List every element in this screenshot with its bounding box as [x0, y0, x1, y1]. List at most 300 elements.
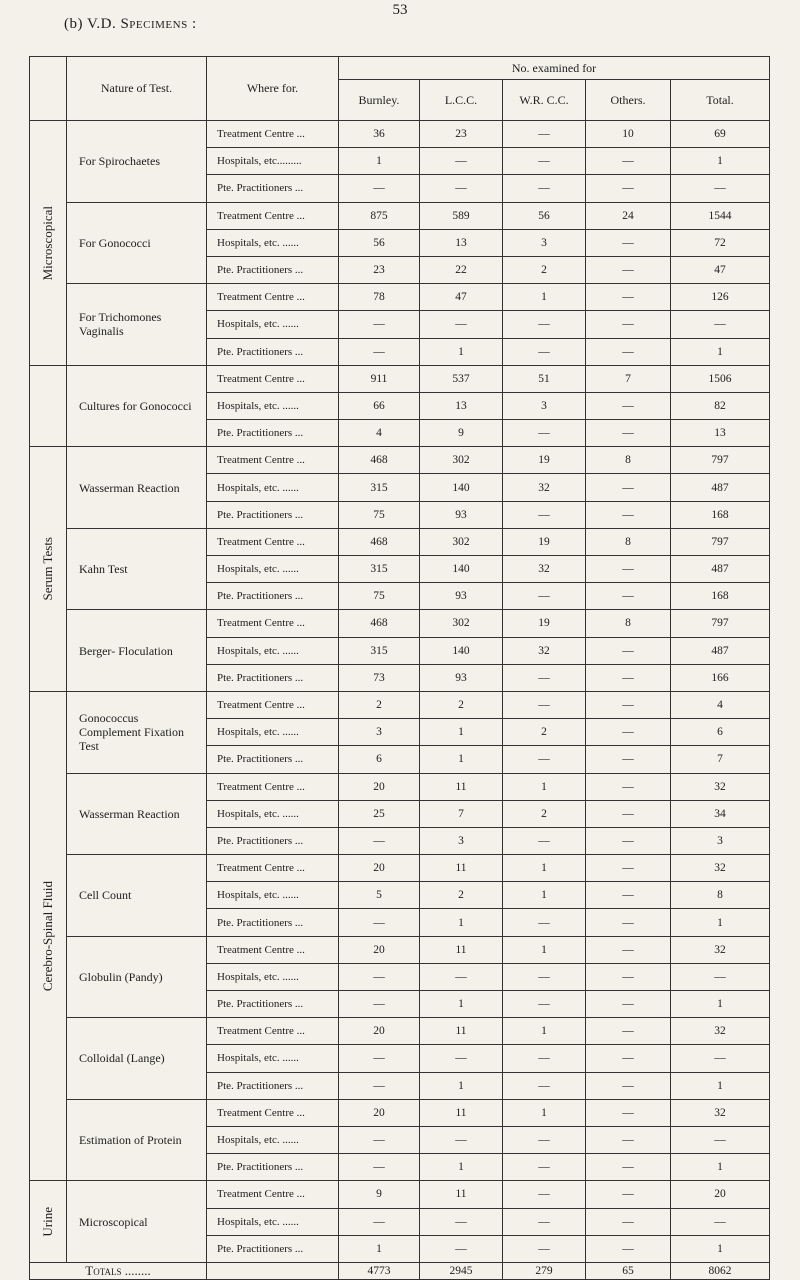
count-cell: 797 [671, 447, 770, 474]
test-name: Kahn Test [67, 528, 207, 610]
where-for: Hospitals, etc......... [207, 148, 339, 175]
count-cell: — [586, 719, 671, 746]
count-cell: 32 [503, 637, 586, 664]
count-cell: — [586, 175, 671, 202]
table-row [30, 365, 770, 392]
test-name: Microscopical [67, 1181, 207, 1263]
count-cell: 1 [420, 1154, 503, 1181]
count-cell: 302 [420, 447, 503, 474]
header-blank [30, 57, 67, 121]
totals-value: 4773 [339, 1262, 420, 1279]
table-row [30, 1018, 770, 1045]
count-cell: 911 [339, 365, 420, 392]
count-cell: 11 [420, 773, 503, 800]
where-for: Treatment Centre ... [207, 936, 339, 963]
where-for: Hospitals, etc. ...... [207, 229, 339, 256]
table-row [30, 1099, 770, 1126]
where-for: Hospitals, etc. ...... [207, 1126, 339, 1153]
count-cell: 25 [339, 800, 420, 827]
count-cell: — [586, 882, 671, 909]
count-cell: 19 [503, 610, 586, 637]
count-cell: — [503, 501, 586, 528]
count-cell: 9 [420, 420, 503, 447]
count-cell: — [586, 229, 671, 256]
count-cell: 32 [671, 936, 770, 963]
count-cell: 1 [671, 1072, 770, 1099]
count-cell: 3 [503, 229, 586, 256]
count-cell: 1 [671, 991, 770, 1018]
count-cell: 32 [671, 773, 770, 800]
count-cell: — [586, 991, 671, 1018]
header-lcc: L.C.C. [420, 80, 503, 121]
where-for: Treatment Centre ... [207, 610, 339, 637]
where-for: Treatment Centre ... [207, 1099, 339, 1126]
count-cell: 13 [420, 229, 503, 256]
where-for: Treatment Centre ... [207, 284, 339, 311]
where-for: Pte. Practitioners ... [207, 991, 339, 1018]
count-cell: — [671, 175, 770, 202]
where-for: Pte. Practitioners ... [207, 1154, 339, 1181]
count-cell: 1 [420, 719, 503, 746]
where-for: Pte. Practitioners ... [207, 1235, 339, 1262]
count-cell: — [503, 1154, 586, 1181]
where-for: Treatment Centre ... [207, 365, 339, 392]
test-name: For Gonococci [67, 202, 207, 284]
count-cell: — [586, 1235, 671, 1262]
heading-prefix: (b) V.D. [64, 16, 117, 32]
count-cell: — [339, 338, 420, 365]
count-cell: 20 [339, 773, 420, 800]
count-cell: 468 [339, 447, 420, 474]
count-cell: — [586, 1099, 671, 1126]
count-cell: — [339, 1126, 420, 1153]
count-cell: 23 [339, 256, 420, 283]
heading-title: Specimens : [120, 16, 197, 32]
count-cell: 140 [420, 637, 503, 664]
where-for: Hospitals, etc. ...... [207, 556, 339, 583]
count-cell: 315 [339, 637, 420, 664]
count-cell: — [503, 963, 586, 990]
category-label: Microscopical [40, 205, 55, 281]
count-cell: 11 [420, 1099, 503, 1126]
count-cell: 75 [339, 501, 420, 528]
count-cell: — [420, 148, 503, 175]
table-row [30, 773, 770, 800]
table-row [30, 855, 770, 882]
count-cell: 4 [671, 691, 770, 718]
where-for: Hospitals, etc. ...... [207, 882, 339, 909]
header-burnley: Burnley. [339, 80, 420, 121]
where-for: Treatment Centre ... [207, 1018, 339, 1045]
table-row [30, 1181, 770, 1208]
count-cell: 20 [339, 1099, 420, 1126]
count-cell: 11 [420, 936, 503, 963]
count-cell: 75 [339, 583, 420, 610]
count-cell: 2 [503, 800, 586, 827]
count-cell: — [586, 1072, 671, 1099]
count-cell: 11 [420, 1181, 503, 1208]
count-cell: 302 [420, 528, 503, 555]
count-cell: 8 [586, 528, 671, 555]
count-cell: — [339, 963, 420, 990]
count-cell: 93 [420, 583, 503, 610]
count-cell: 8 [586, 447, 671, 474]
count-cell: — [339, 827, 420, 854]
count-cell: 1 [420, 991, 503, 1018]
test-name: Estimation of Protein [67, 1099, 207, 1181]
count-cell: 315 [339, 474, 420, 501]
count-cell: 22 [420, 256, 503, 283]
where-for: Pte. Practitioners ... [207, 827, 339, 854]
count-cell: — [586, 420, 671, 447]
count-cell: — [339, 991, 420, 1018]
count-cell: — [586, 664, 671, 691]
count-cell: 72 [671, 229, 770, 256]
count-cell: 166 [671, 664, 770, 691]
count-cell: 168 [671, 501, 770, 528]
where-for: Pte. Practitioners ... [207, 1072, 339, 1099]
count-cell: 7 [671, 746, 770, 773]
count-cell: 23 [420, 121, 503, 148]
count-cell: 51 [503, 365, 586, 392]
where-for: Pte. Practitioners ... [207, 256, 339, 283]
count-cell: 6 [671, 719, 770, 746]
count-cell: — [339, 1045, 420, 1072]
count-cell: — [586, 773, 671, 800]
count-cell: 32 [503, 556, 586, 583]
count-cell: — [503, 311, 586, 338]
count-cell: 140 [420, 474, 503, 501]
count-cell: — [586, 501, 671, 528]
count-cell: 6 [339, 746, 420, 773]
count-cell: — [586, 746, 671, 773]
count-cell: 1 [420, 338, 503, 365]
count-cell: 3 [503, 392, 586, 419]
table-row [30, 936, 770, 963]
count-cell: 797 [671, 528, 770, 555]
count-cell: — [586, 800, 671, 827]
count-cell: 11 [420, 855, 503, 882]
count-cell: 32 [503, 474, 586, 501]
totals-label: Totals ........ [30, 1262, 207, 1279]
test-name: For Trichomones Vaginalis [67, 284, 207, 366]
count-cell: 1 [671, 338, 770, 365]
where-for: Treatment Centre ... [207, 202, 339, 229]
table-row [30, 121, 770, 148]
where-for: Hospitals, etc. ...... [207, 392, 339, 419]
count-cell: 5 [339, 882, 420, 909]
where-for: Pte. Practitioners ... [207, 746, 339, 773]
count-cell: — [671, 311, 770, 338]
count-cell: 32 [671, 1018, 770, 1045]
count-cell: 1 [503, 773, 586, 800]
count-cell: — [503, 827, 586, 854]
count-cell: — [503, 175, 586, 202]
count-cell: — [503, 121, 586, 148]
table-row [30, 202, 770, 229]
count-cell: — [586, 148, 671, 175]
header-group: No. examined for [339, 57, 770, 80]
count-cell: 69 [671, 121, 770, 148]
count-cell: — [586, 474, 671, 501]
count-cell: 93 [420, 501, 503, 528]
count-cell: 73 [339, 664, 420, 691]
count-cell: 1 [503, 855, 586, 882]
where-for: Treatment Centre ... [207, 773, 339, 800]
count-cell: 302 [420, 610, 503, 637]
count-cell: — [420, 1208, 503, 1235]
table-row [30, 691, 770, 718]
count-cell: 1506 [671, 365, 770, 392]
count-cell: — [586, 338, 671, 365]
count-cell: — [586, 936, 671, 963]
where-for: Pte. Practitioners ... [207, 909, 339, 936]
where-for: Hospitals, etc. ...... [207, 963, 339, 990]
count-cell: — [671, 1045, 770, 1072]
where-for: Pte. Practitioners ... [207, 583, 339, 610]
count-cell: 1544 [671, 202, 770, 229]
count-cell: 56 [339, 229, 420, 256]
page-heading [64, 16, 197, 33]
count-cell: 47 [671, 256, 770, 283]
count-cell: — [586, 691, 671, 718]
count-cell: — [420, 1126, 503, 1153]
count-cell: — [503, 1126, 586, 1153]
count-cell: — [671, 1126, 770, 1153]
count-cell: — [586, 855, 671, 882]
count-cell: 1 [420, 909, 503, 936]
count-cell: — [420, 1235, 503, 1262]
where-for: Pte. Practitioners ... [207, 664, 339, 691]
count-cell: 20 [671, 1181, 770, 1208]
category-cell [30, 365, 67, 447]
count-cell: — [420, 175, 503, 202]
count-cell: — [503, 1235, 586, 1262]
count-cell: — [503, 338, 586, 365]
count-cell: — [503, 1072, 586, 1099]
count-cell: 537 [420, 365, 503, 392]
where-for: Pte. Practitioners ... [207, 338, 339, 365]
totals-blank [207, 1262, 339, 1279]
count-cell: 2 [420, 882, 503, 909]
test-name: Gonococcus Complement Fixation Test [67, 691, 207, 773]
category-cell [30, 447, 67, 692]
count-cell: 11 [420, 1018, 503, 1045]
count-cell: — [586, 637, 671, 664]
count-cell: — [586, 583, 671, 610]
table-row [30, 610, 770, 637]
count-cell: — [671, 1208, 770, 1235]
test-name: Berger- Floculation [67, 610, 207, 692]
header-wrcc: W.R. C.C. [503, 80, 586, 121]
test-name: Globulin (Pandy) [67, 936, 207, 1018]
count-cell: 3 [671, 827, 770, 854]
count-cell: 315 [339, 556, 420, 583]
count-cell: 1 [503, 882, 586, 909]
count-cell: 468 [339, 610, 420, 637]
count-cell: 4 [339, 420, 420, 447]
count-cell: 20 [339, 855, 420, 882]
table-body [30, 121, 770, 1263]
count-cell: 82 [671, 392, 770, 419]
count-cell: 126 [671, 284, 770, 311]
count-cell: — [503, 664, 586, 691]
count-cell: 36 [339, 121, 420, 148]
count-cell: 93 [420, 664, 503, 691]
totals-value: 65 [586, 1262, 671, 1279]
count-cell: 487 [671, 556, 770, 583]
count-cell: 1 [420, 1072, 503, 1099]
count-cell: — [503, 1181, 586, 1208]
count-cell: 2 [503, 256, 586, 283]
count-cell: 168 [671, 583, 770, 610]
count-cell: 32 [671, 855, 770, 882]
count-cell: — [586, 256, 671, 283]
count-cell: — [586, 284, 671, 311]
totals-value: 279 [503, 1262, 586, 1279]
count-cell: — [586, 392, 671, 419]
where-for: Hospitals, etc. ...... [207, 719, 339, 746]
count-cell: 1 [503, 1099, 586, 1126]
count-cell: 487 [671, 637, 770, 664]
count-cell: 78 [339, 284, 420, 311]
where-for: Treatment Centre ... [207, 447, 339, 474]
count-cell: 2 [420, 691, 503, 718]
where-for: Treatment Centre ... [207, 855, 339, 882]
count-cell: — [503, 148, 586, 175]
where-for: Treatment Centre ... [207, 528, 339, 555]
where-for: Pte. Practitioners ... [207, 175, 339, 202]
category-label: Serum Tests [40, 537, 55, 601]
count-cell: 589 [420, 202, 503, 229]
count-cell: — [420, 1045, 503, 1072]
count-cell: 10 [586, 121, 671, 148]
count-cell: 1 [671, 1235, 770, 1262]
where-for: Pte. Practitioners ... [207, 420, 339, 447]
count-cell: 9 [339, 1181, 420, 1208]
page-number: 53 [392, 2, 408, 18]
where-for: Pte. Practitioners ... [207, 501, 339, 528]
count-cell: — [420, 963, 503, 990]
count-cell: 13 [420, 392, 503, 419]
count-cell: 34 [671, 800, 770, 827]
count-cell: — [586, 1181, 671, 1208]
count-cell: 8 [586, 610, 671, 637]
count-cell: 13 [671, 420, 770, 447]
count-cell: — [586, 1018, 671, 1045]
where-for: Hospitals, etc. ...... [207, 1045, 339, 1072]
count-cell: — [586, 1208, 671, 1235]
count-cell: — [586, 1045, 671, 1072]
count-cell: 7 [586, 365, 671, 392]
category-cell [30, 1181, 67, 1263]
count-cell: — [586, 311, 671, 338]
count-cell: 468 [339, 528, 420, 555]
category-cell [30, 691, 67, 1180]
count-cell: — [503, 746, 586, 773]
count-cell: 1 [503, 936, 586, 963]
header-nature: Nature of Test. [67, 57, 207, 121]
count-cell: — [503, 1208, 586, 1235]
count-cell: — [339, 1072, 420, 1099]
count-cell: 1 [503, 284, 586, 311]
count-cell: 66 [339, 392, 420, 419]
count-cell: — [339, 311, 420, 338]
table-row [30, 528, 770, 555]
count-cell: 140 [420, 556, 503, 583]
where-for: Hospitals, etc. ...... [207, 800, 339, 827]
count-cell: 1 [503, 1018, 586, 1045]
test-name: Cultures for Gonococci [67, 365, 207, 447]
table-row [30, 284, 770, 311]
count-cell: 47 [420, 284, 503, 311]
table-row [30, 447, 770, 474]
count-cell: 1 [339, 148, 420, 175]
count-cell: 1 [671, 1154, 770, 1181]
count-cell: 7 [420, 800, 503, 827]
count-cell: 1 [671, 909, 770, 936]
count-cell: — [586, 556, 671, 583]
count-cell: 2 [503, 719, 586, 746]
where-for: Treatment Centre ... [207, 691, 339, 718]
count-cell: 2 [339, 691, 420, 718]
category-cell [30, 121, 67, 366]
count-cell: 19 [503, 447, 586, 474]
count-cell: 1 [420, 746, 503, 773]
header-where: Where for. [207, 57, 339, 121]
count-cell: 3 [420, 827, 503, 854]
where-for: Hospitals, etc. ...... [207, 637, 339, 664]
count-cell: — [671, 963, 770, 990]
count-cell: 32 [671, 1099, 770, 1126]
count-cell: 487 [671, 474, 770, 501]
header-total: Total. [671, 80, 770, 121]
count-cell: — [586, 909, 671, 936]
count-cell: — [339, 175, 420, 202]
count-cell: 20 [339, 1018, 420, 1045]
count-cell: 1 [339, 1235, 420, 1262]
count-cell: — [503, 583, 586, 610]
category-label: Urine [40, 1206, 55, 1237]
totals-value: 8062 [671, 1262, 770, 1279]
count-cell: 24 [586, 202, 671, 229]
where-for: Hospitals, etc. ...... [207, 474, 339, 501]
test-name: Colloidal (Lange) [67, 1018, 207, 1100]
count-cell: — [586, 1154, 671, 1181]
test-name: Cell Count [67, 855, 207, 937]
count-cell: — [420, 311, 503, 338]
count-cell: — [503, 991, 586, 1018]
count-cell: 8 [671, 882, 770, 909]
totals-row [30, 1262, 770, 1279]
count-cell: 1 [671, 148, 770, 175]
test-name: For Spirochaetes [67, 121, 207, 203]
count-cell: 56 [503, 202, 586, 229]
count-cell: 19 [503, 528, 586, 555]
specimens-table [29, 56, 770, 1280]
where-for: Hospitals, etc. ...... [207, 1208, 339, 1235]
count-cell: — [339, 1208, 420, 1235]
count-cell: — [503, 420, 586, 447]
test-name: Wasserman Reaction [67, 447, 207, 529]
test-name: Wasserman Reaction [67, 773, 207, 855]
count-cell: 3 [339, 719, 420, 746]
category-label: Cerebro-Spinal Fluid [40, 881, 55, 992]
count-cell: — [503, 691, 586, 718]
totals-value: 2945 [420, 1262, 503, 1279]
where-for: Treatment Centre ... [207, 121, 339, 148]
where-for: Treatment Centre ... [207, 1181, 339, 1208]
